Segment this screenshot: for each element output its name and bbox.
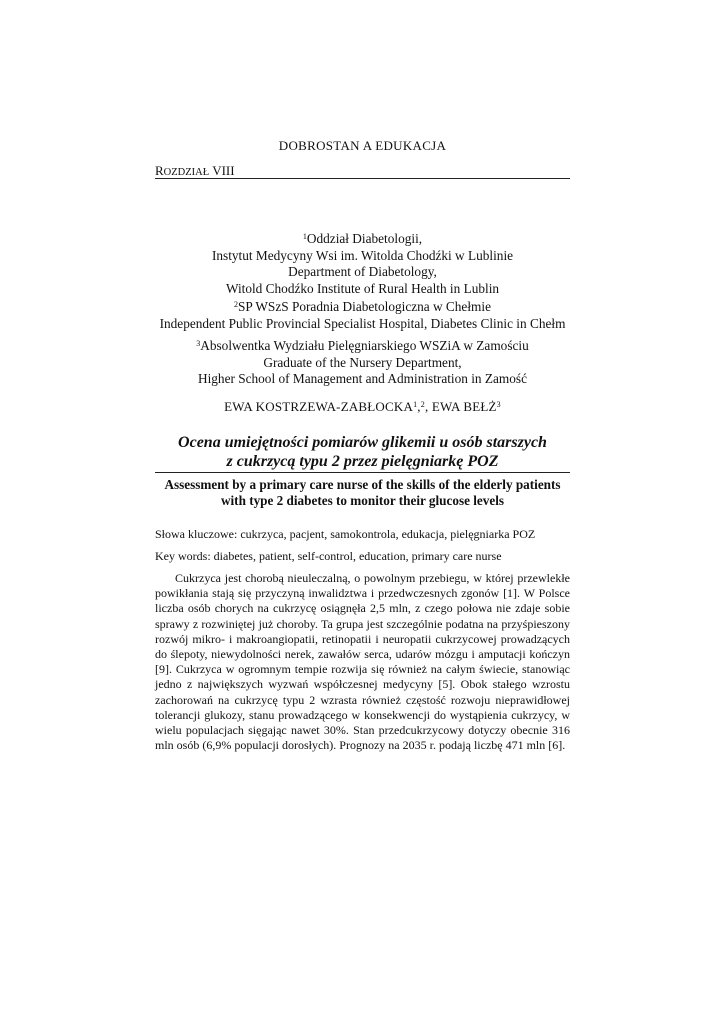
affiliation-line: Oddział Diabetologii, — [306, 231, 423, 246]
author-separator: , — [424, 399, 432, 414]
running-head: DOBROSTAN A EDUKACJA — [278, 138, 447, 153]
keywords-english: Key words: diabetes, patient, self-control, education, primary care nurse — [155, 549, 502, 563]
author-marker: 3 — [496, 400, 501, 409]
author-name: EWA KOSTRZEWA-ZABŁOCKA — [224, 399, 414, 414]
affiliation-line: SP WSzS Poradnia Diabetologiczna w Chełmie — [238, 299, 491, 314]
author-marker: 1 — [413, 400, 418, 409]
affiliation-2 — [130, 297, 595, 332]
title-english-line: with type 2 diabetes to monitor their glucose levels — [220, 493, 505, 508]
affiliation-line: Absolwentka Wydziału Pielęgniarskiego WSZiA w Zamościu — [200, 338, 529, 353]
affiliation-line: Instytut Medycyny Wsi im. Witolda Chodźki w Lublinie — [211, 247, 514, 263]
chapter-smallcaps: OZDZIAŁ — [163, 167, 210, 178]
affiliation-line: Independent Public Provincial Specialist Hospital, Diabetes Clinic in Chełm — [159, 315, 566, 331]
author-marker: 2 — [420, 400, 425, 409]
affiliation-1 — [130, 229, 595, 297]
authors-line — [130, 399, 595, 415]
affiliation-line: Higher School of Management and Administration in Zamość — [197, 371, 528, 386]
author-name: EWA BEŁŻ — [431, 399, 497, 414]
affiliation-3 — [130, 336, 595, 388]
affiliation-line: Graduate of the Nursery Department, — [263, 354, 462, 370]
title-rule — [155, 472, 570, 473]
title-polish-line: Ocena umiejętności pomiarów glikemii u osób starszych — [178, 434, 547, 451]
affiliation-marker: 3 — [196, 339, 201, 348]
affiliation-marker: 1 — [302, 232, 307, 241]
keywords-polish: Słowa kluczowe: cukrzyca, pacjent, samokontrola, edukacja, pielęgniarka POZ — [155, 527, 536, 541]
chapter-number: VIII — [212, 163, 235, 178]
chapter-label — [155, 163, 235, 179]
affiliation-line: Department of Diabetology, — [288, 264, 437, 279]
title-polish-line: z cukrzycą typu 2 przez pielęgniarkę POZ — [226, 453, 499, 470]
affiliation-marker: 2 — [234, 300, 238, 309]
body-paragraph: Cukrzyca jest chorobą nieuleczalną, o powolnym przebiegu, w której przewlekłe powikłania stają się przyczyną inwalidztwa i przedwczesnych zgonów [1]. W Polsce liczba osób chorych na cukrzycę osiągnęła 2,5 mln, z czego połowa nie zdaje sobie sprawy z rozwiniętej już choroby. Ta grupa jest szczególnie podatna na przyśpieszony rozwój mikro- i makroangiopatii, retinopatii i neuropatii cukrzycowej prowadzących do ślepoty, niewydolności nerek, zawałów serca, udarów mózgu i amputacji kończyn [9]. Cukrzyca w ogromnym tempie rozwija się również na całym świecie, stanowiąc jedno z największych wyzwań współczesnej medycyny [5]. Obok stałego wzrostu zachorowań na cukrzycę typu 2 wzrasta również częstość rozwoju nieprawidłowej tolerancji glukozy, stanu prowadzącego w konsekwencji do wystąpienia cukrzycy, w wielu populacjach sięgając nawet 30%. Stan przedcukrzycowy dotyczy obecnie 316 mln osób (6,9% populacji dorosłych). Prognozy na 2035 r. podają liczbę 471 mln [6]. — [155, 571, 570, 753]
title-english-line: Assessment by a primary care nurse of the skills of the elderly patients — [164, 477, 561, 492]
title-english — [145, 477, 580, 509]
affiliation-line: Witold Chodźko Institute of Rural Health in Lublin — [225, 280, 500, 296]
chapter-initial: R — [155, 163, 164, 178]
title-polish — [130, 433, 595, 471]
header-rule — [155, 178, 570, 179]
author-marker-separator: , — [417, 399, 421, 414]
